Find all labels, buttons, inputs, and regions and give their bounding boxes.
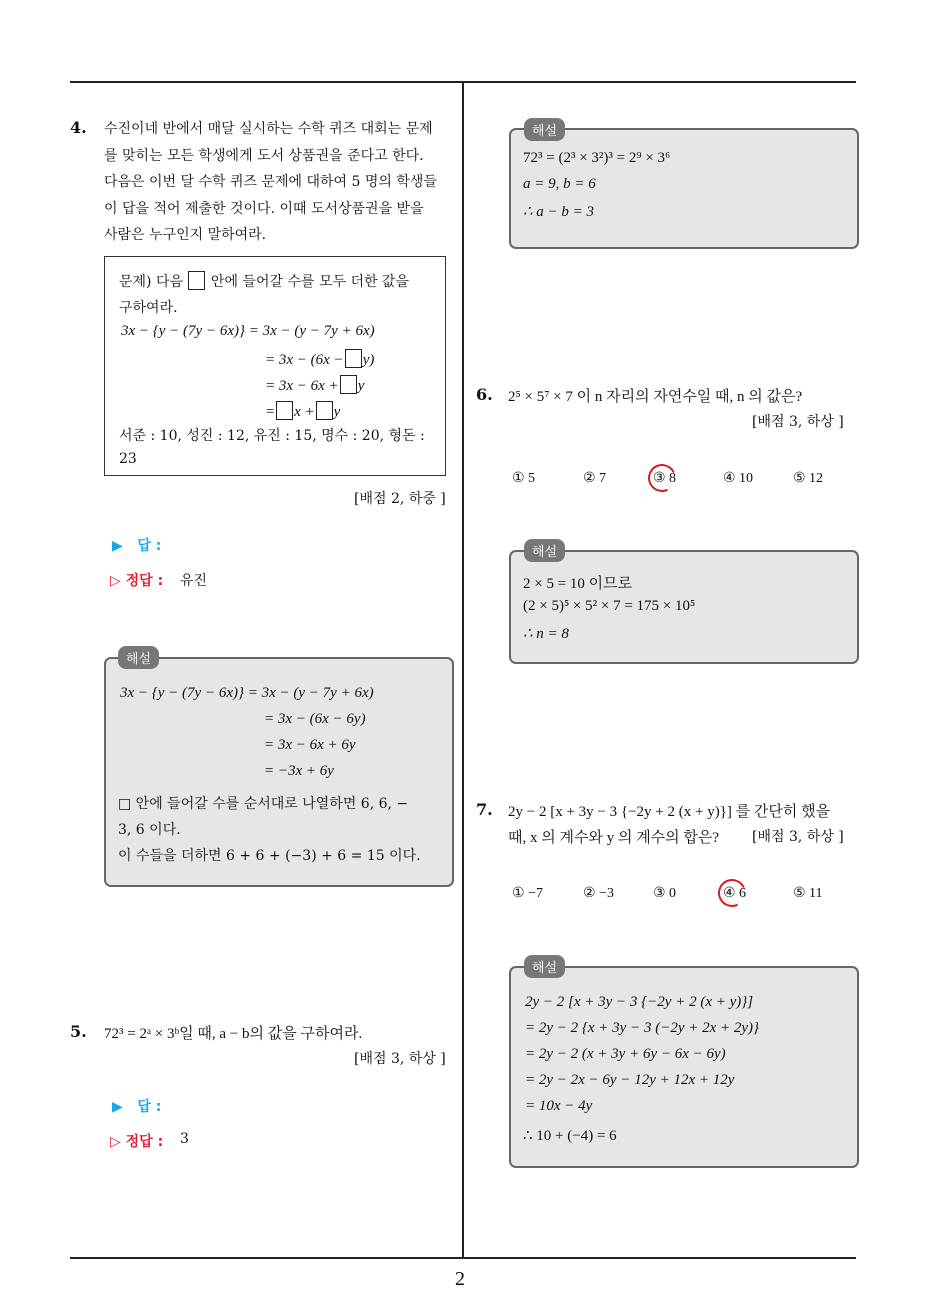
- score-label: [배점 3, 하상 ]: [752, 829, 844, 845]
- equation-part: x +: [294, 404, 315, 420]
- question-4-text: [104, 116, 456, 249]
- question-number: 7.: [476, 800, 493, 819]
- score-label: [배점 3, 하상 ]: [752, 414, 844, 430]
- solution-tag: 해설: [524, 955, 565, 978]
- correct-label-text: 정답 :: [125, 1134, 164, 1150]
- question-6-text: 2⁵ × 5⁷ × 7 이 n 자리의 자연수일 때, n 의 값은?: [508, 389, 803, 405]
- answer-label-text: 답 :: [137, 1099, 162, 1115]
- question-7-text-2: 때, x 의 계수와 y 의 계수의 합은?: [508, 830, 720, 846]
- solution-line: (2 × 5)⁵ × 5² × 7 = 175 × 10⁵: [523, 598, 696, 614]
- solution-line: = −3x + 6y: [264, 763, 334, 779]
- solution-line: 72³ = (2³ × 3²)³ = 2⁹ × 3⁶: [523, 150, 671, 166]
- problem-box: [104, 256, 446, 476]
- solution-line: 2y − 2 [x + 3y − 3 {−2y + 2 (x + y)}]: [525, 994, 754, 1010]
- solution-line: 2 × 5 = 10 이므로: [523, 576, 633, 592]
- solution-line: = 2y − 2 {x + 3y − 3 (−2y + 2x + 2y)}: [525, 1020, 760, 1036]
- page-number: 2: [455, 1268, 465, 1290]
- solution-line: = 2y − 2x − 6y − 12y + 12x + 12y: [525, 1072, 735, 1088]
- solution-line: ∴ n = 8: [523, 626, 569, 642]
- blank-box: [188, 271, 205, 290]
- problem-equation: [265, 349, 374, 369]
- solution-line: = 10x − 4y: [525, 1098, 593, 1114]
- choice-5[interactable]: ⑤ 11: [793, 886, 823, 901]
- triangle-outline-icon: ▷: [110, 1134, 121, 1150]
- solution-line: = 3x − 6x + 6y: [264, 737, 356, 753]
- equation-part: =: [265, 404, 276, 420]
- correct-answer: 3: [180, 1131, 189, 1147]
- equation-part: y: [333, 404, 341, 420]
- blank-box: [345, 349, 362, 368]
- solution-box: [509, 128, 859, 249]
- question-4-line: 사람은 누구인지 말하여라.: [104, 227, 267, 243]
- solution-line: 3x − {y − (7y − 6x)} = 3x − (y − 7y + 6x): [120, 685, 374, 701]
- solution-tag: 해설: [118, 646, 159, 669]
- choice-4[interactable]: ④ 6: [723, 886, 747, 901]
- score-label: [배점 3, 하상 ]: [354, 1051, 446, 1067]
- solution-line: = 3x − (6x − 6y): [264, 711, 366, 727]
- triangle-outline-icon: ▷: [110, 573, 121, 589]
- problem-equation: 3x − {y − (7y − 6x)} = 3x − (y − 7y + 6x): [121, 323, 375, 339]
- correct-answer: 유진: [180, 573, 208, 589]
- question-4-line: 를 맞히는 모든 학생에게 도서 상품권을 준다고 한다.: [104, 147, 424, 164]
- choice-3[interactable]: ③ 8: [653, 471, 677, 486]
- choice-5[interactable]: ⑤ 12: [793, 471, 824, 486]
- answer-label-text: 답 :: [137, 538, 162, 554]
- question-number: 5.: [70, 1022, 87, 1041]
- correct-label: [110, 570, 163, 590]
- problem-intro-text: 안에 들어갈 수를 모두 더한 값을: [210, 274, 409, 290]
- choice-3[interactable]: ③ 0: [653, 886, 677, 901]
- solution-line: a = 9, b = 6: [523, 176, 596, 192]
- problem-equation: [265, 401, 340, 421]
- solution-box: [509, 550, 859, 664]
- bottom-rule: [70, 1257, 856, 1259]
- blank-box: [316, 401, 333, 420]
- correct-label-text: 정답 :: [125, 573, 164, 589]
- equation-part: = 3x − (6x −: [265, 352, 344, 368]
- solution-box: [104, 657, 454, 887]
- question-4-line: 이 답을 적어 제출한 것이다. 이때 도서상품권을 받을: [104, 200, 424, 217]
- problem-intro: [119, 271, 409, 291]
- problem-intro-text: 문제) 다음: [119, 274, 184, 290]
- solution-line: = 2y − 2 (x + 3y + 6y − 6x − 6y): [525, 1046, 726, 1062]
- blank-box: [340, 375, 357, 394]
- equation-part: = 3x − 6x +: [265, 378, 339, 394]
- question-7-text: 2y − 2 [x + 3y − 3 {−2y + 2 (x + y)}] 를 간단히 했을: [508, 804, 831, 820]
- answer-label: [112, 535, 161, 555]
- student-answers: 서준 : 10, 성진 : 12, 유진 : 15, 명수 : 20, 형돈 :: [119, 428, 425, 444]
- choice-4[interactable]: ④ 10: [723, 471, 754, 486]
- question-4-line: 다음은 이번 달 수학 퀴즈 문제에 대하여 5 명의 학생들: [104, 174, 437, 190]
- choice-2[interactable]: ② 7: [583, 471, 607, 486]
- column-divider: [462, 82, 464, 1258]
- choice-1[interactable]: ① −7: [512, 886, 543, 901]
- solution-text: 3, 6 이다.: [118, 822, 181, 838]
- solution-tag: 해설: [524, 118, 565, 141]
- solution-tag: 해설: [524, 539, 565, 562]
- question-5-text: 72³ = 2ᵃ × 3ᵇ일 때, a − b의 값을 구하여라.: [104, 1026, 363, 1042]
- problem-equation: [265, 375, 364, 395]
- question-number: 4.: [70, 118, 87, 137]
- student-answers-2: 23: [119, 451, 137, 467]
- solution-box: [509, 966, 859, 1168]
- equation-part: y): [362, 352, 375, 368]
- equation-part: y: [357, 378, 365, 394]
- question-4-line: 수진이네 반에서 매달 실시하는 수학 퀴즈 대회는 문제: [104, 121, 433, 137]
- solution-line: ∴ 10 + (−4) = 6: [523, 1128, 617, 1144]
- answer-label: [112, 1096, 161, 1116]
- problem-intro-2: 구하여라.: [119, 300, 178, 316]
- correct-label: [110, 1131, 163, 1151]
- circled-answer-mark: [714, 875, 750, 911]
- play-icon: ▶: [112, 1099, 123, 1115]
- score-label: [배점 2, 하중 ]: [354, 491, 446, 507]
- question-number: 6.: [476, 385, 493, 404]
- circled-answer-mark: [644, 460, 680, 496]
- solution-text: □ 안에 들어갈 수를 순서대로 나열하면 6, 6, −: [118, 796, 409, 812]
- solution-line: ∴ a − b = 3: [523, 204, 595, 220]
- choice-2[interactable]: ② −3: [583, 886, 614, 901]
- play-icon: ▶: [112, 538, 123, 554]
- blank-box: [276, 401, 293, 420]
- choice-1[interactable]: ① 5: [512, 471, 536, 486]
- solution-text: 이 수들을 더하면 6 + 6 + (−3) + 6 = 15 이다.: [118, 848, 421, 864]
